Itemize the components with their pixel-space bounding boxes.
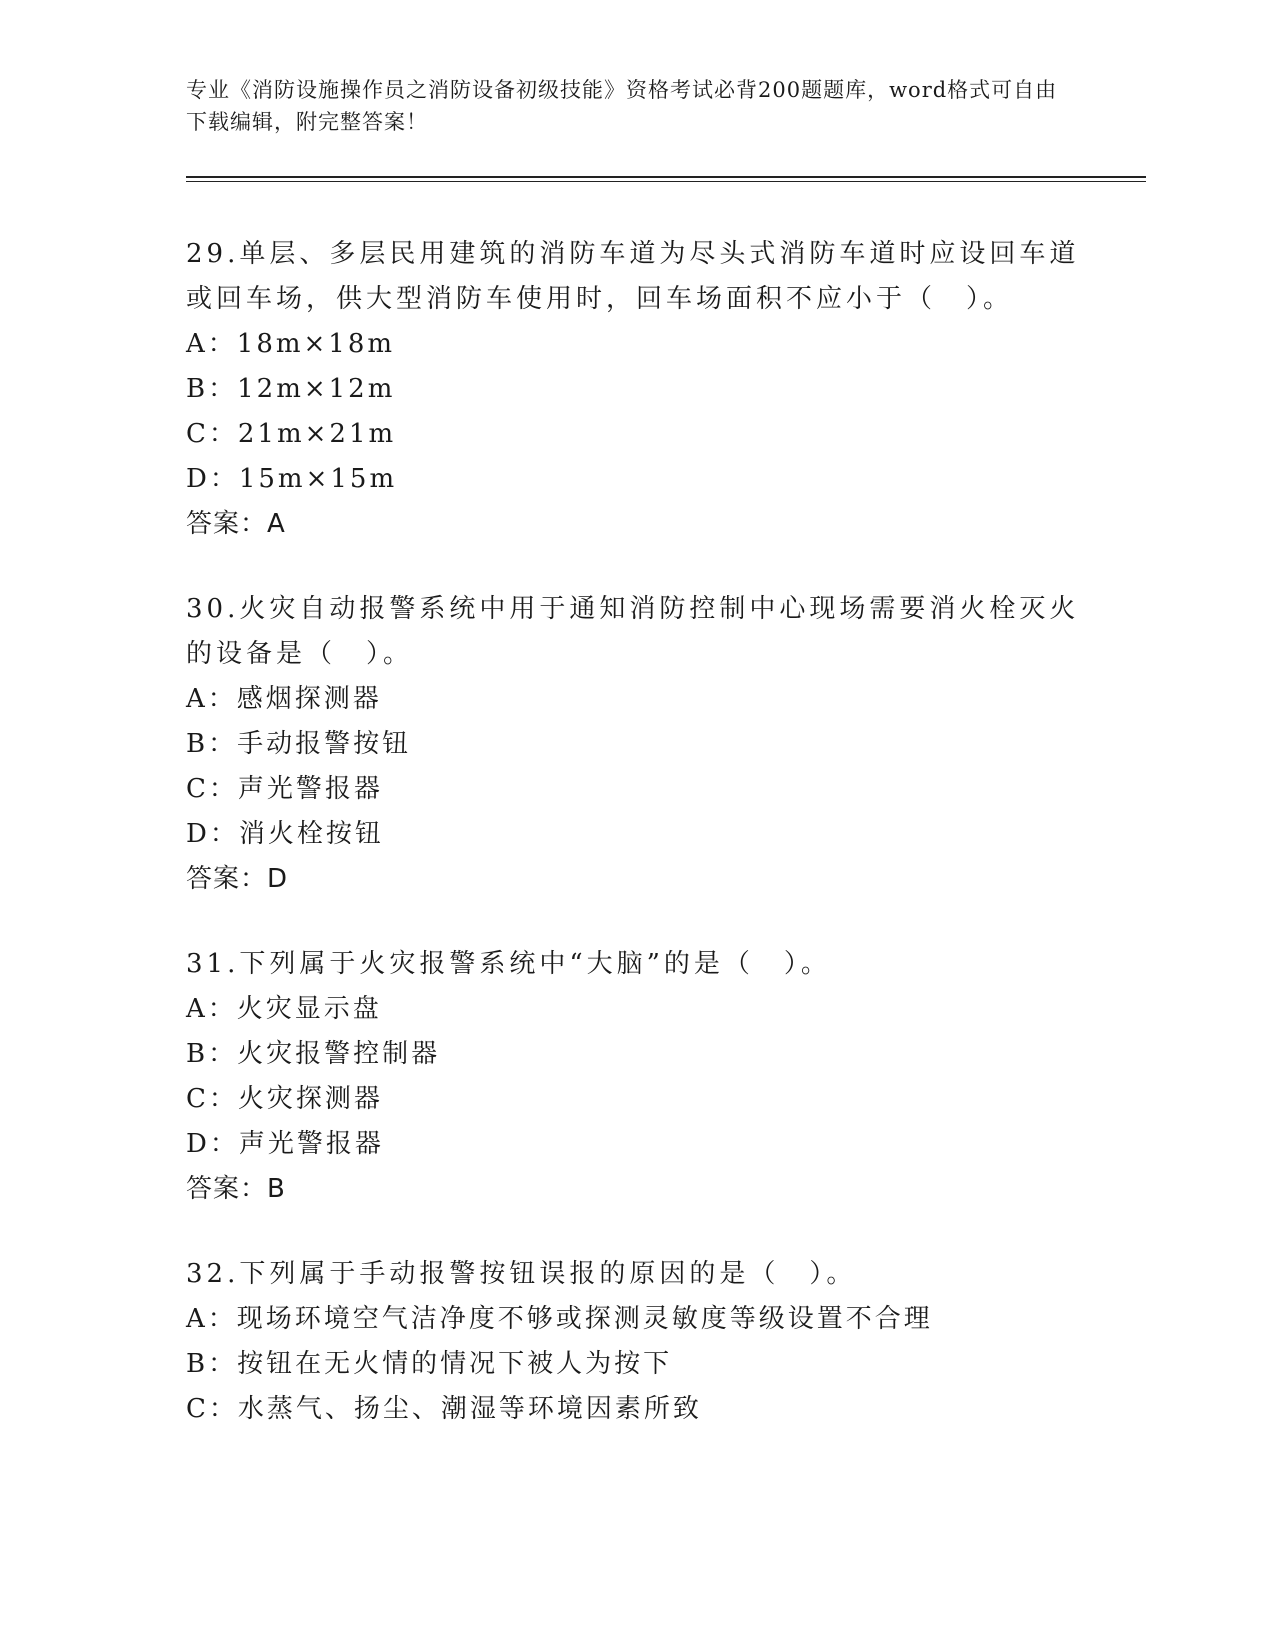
question-stem: 31.下列属于火灾报警系统中“大脑”的是（ ）。: [186, 949, 831, 979]
option-d: D：15m×15m: [186, 464, 398, 494]
option-d: D：消火栓按钮: [186, 819, 384, 849]
option-a: A：现场环境空气洁净度不够或探测灵敏度等级设置不合理: [186, 1304, 933, 1334]
option-c: C：水蒸气、扬尘、潮湿等环境因素所致: [186, 1394, 702, 1424]
answer-line: 答案：B: [186, 1174, 286, 1204]
question-stem: 30.火灾自动报警系统中用于通知消防控制中心现场需要消火栓灭火的设备是（ ）。: [186, 594, 1080, 669]
option-c: C：火灾探测器: [186, 1084, 383, 1114]
option-b: B：手动报警按钮: [186, 729, 412, 759]
option-a: A：18m×18m: [186, 329, 396, 359]
option-c: C：21m×21m: [186, 419, 397, 449]
header-divider-thick: [186, 176, 1146, 178]
option-a: A：火灾显示盘: [186, 994, 382, 1024]
option-a: A：感烟探测器: [186, 684, 382, 714]
question-31: [186, 942, 1106, 1212]
option-b: B：按钮在无火情的情况下被人为按下: [186, 1349, 673, 1379]
answer-line: 答案：A: [186, 509, 286, 539]
answer-line: 答案：D: [186, 864, 289, 894]
option-b: B：12m×12m: [186, 374, 396, 404]
header-divider-thin: [186, 181, 1146, 182]
question-stem: 29.单层、多层民用建筑的消防车道为尽头式消防车道时应设回车道或回车场，供大型消防车使用时，回车场面积不应小于（ ）。: [186, 239, 1080, 314]
option-c: C：声光警报器: [186, 774, 383, 804]
document-header: 专业《消防设施操作员之消防设备初级技能》资格考试必背200题题库，word格式可自由下载编辑，附完整答案！: [186, 78, 1058, 134]
question-stem: 32.下列属于手动报警按钮误报的原因的是（ ）。: [186, 1259, 857, 1289]
question-32: [186, 1252, 1106, 1432]
question-30: [186, 587, 1106, 902]
option-b: B：火灾报警控制器: [186, 1039, 441, 1069]
question-29: [186, 232, 1106, 547]
question-list: [186, 232, 1106, 1472]
option-d: D：声光警报器: [186, 1129, 384, 1159]
